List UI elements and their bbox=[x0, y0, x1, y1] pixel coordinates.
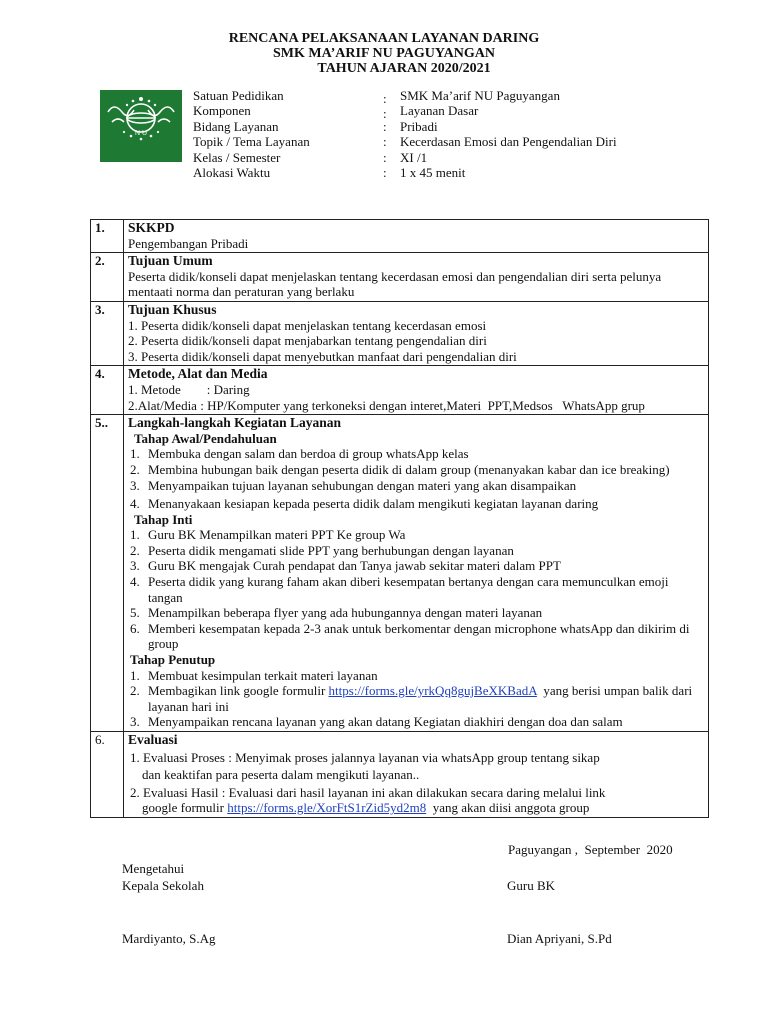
svg-text:N U: N U bbox=[134, 130, 148, 137]
kepala-sekolah-name: Mardiyanto, S.Ag bbox=[122, 931, 216, 946]
section-heading: Tahap Penutup bbox=[130, 652, 216, 668]
item-number: 5. bbox=[130, 605, 140, 621]
item-text: Memberi kesempatan kepada 2-3 anak untuk berkomentar dengan microphone whatsApp dan dikirim di group bbox=[148, 620, 690, 652]
list-item bbox=[128, 714, 704, 730]
item-number: 2. bbox=[130, 461, 140, 477]
penutup-list bbox=[128, 668, 704, 730]
row-text: Pengembangan Pribadi bbox=[128, 235, 249, 251]
row-number: 1. bbox=[91, 220, 124, 253]
item-text: Peserta didik yang kurang faham akan diberi kesempatan bertanya dengan cara memunculkan emoji tangan bbox=[148, 574, 669, 605]
list-item bbox=[128, 558, 704, 574]
info-label: Alokasi Waktu bbox=[193, 164, 271, 180]
info-value: SMK Ma’arif NU Paguyangan bbox=[400, 88, 560, 103]
list-item: 3. Peserta didik/konseli dapat menyebutkan manfaat dari pengendalian diri bbox=[128, 348, 517, 364]
row-text: dan keaktifan para peserta dalam mengikuti layanan.. bbox=[142, 767, 420, 783]
section-heading: Tahap Inti bbox=[134, 511, 193, 527]
item-text: Membuka dengan salam dan berdoa di group whatsApp kelas bbox=[148, 446, 469, 462]
item-text: Menampilkan beberapa flyer yang ada hubungannya dengan materi layanan bbox=[148, 605, 543, 621]
row-number: 3. bbox=[91, 301, 124, 365]
google-form-link[interactable]: https://forms.gle/XorFtS1rZid5yd2m8 bbox=[227, 800, 427, 816]
item-number: 2. bbox=[130, 542, 140, 558]
list-item bbox=[128, 683, 704, 714]
info-value: XI /1 bbox=[400, 149, 428, 165]
section-heading: Tahap Awal/Pendahuluan bbox=[134, 430, 277, 446]
info-colon: : bbox=[383, 91, 387, 106]
school-name: SMK MA’ARIF NU PAGUYANGAN bbox=[272, 46, 496, 61]
mengetahui-label: Mengetahui bbox=[122, 861, 185, 876]
list-item: 2. Peserta didik/konseli dapat menjabarkan tentang pengendalian diri bbox=[128, 333, 487, 349]
info-colon: : bbox=[383, 106, 387, 122]
row-text bbox=[128, 800, 704, 816]
info-value: 1 x 45 menit bbox=[400, 164, 466, 180]
school-year: TAHUN AJARAN 2020/2021 bbox=[317, 61, 491, 76]
list-item bbox=[128, 446, 704, 462]
row-heading: Tujuan Khusus bbox=[128, 301, 217, 317]
item-number: 3. bbox=[130, 558, 140, 574]
table-row bbox=[91, 301, 709, 365]
item-text-part: google formulir bbox=[142, 800, 228, 816]
item-text: Menanyakaan kesiapan kepada peserta didik dalam mengikuti kegiatan layanan daring bbox=[148, 496, 599, 512]
item-number: 1. bbox=[130, 667, 140, 683]
item-number: 2. bbox=[130, 683, 140, 699]
row-heading: Langkah-langkah Kegiatan Layanan bbox=[128, 415, 342, 431]
guru-bk-name: Dian Apriyani, S.Pd bbox=[507, 931, 612, 946]
info-value: Pribadi bbox=[400, 118, 438, 134]
item-number: 4. bbox=[130, 496, 140, 512]
row-number: 5.. bbox=[91, 415, 124, 732]
item-number: 1. bbox=[130, 527, 140, 543]
item-number: 6. bbox=[130, 620, 140, 636]
item-text-part: Membagikan link google formulir bbox=[148, 683, 329, 699]
row-number: 6. bbox=[91, 732, 124, 818]
table-row bbox=[91, 253, 709, 302]
item-text: Menyampaikan tujuan layanan sehubungan dengan materi yang akan disampaikan bbox=[148, 477, 577, 493]
info-value: Kecerdasan Emosi dan Pengendalian Diri bbox=[400, 134, 617, 150]
info-colon: : bbox=[383, 149, 387, 165]
list-item bbox=[128, 527, 704, 543]
place-date: Paguyangan , September 2020 bbox=[508, 842, 673, 857]
row-content bbox=[124, 415, 709, 732]
row-text: 2.Alat/Media : HP/Komputer yang terkoneksi dengan interet,Materi PPT,Medsos WhatsApp grup bbox=[128, 397, 645, 413]
item-text: Peserta didik mengamati slide PPT yang berhubungan dengan layanan bbox=[148, 542, 514, 558]
row-text: Peserta didik/konseli dapat menjelaskan tentang kecerdasan emosi dan pengendalian diri serta pelunya mentaati norma dan peraturan yang berlaku bbox=[128, 268, 662, 300]
info-label: Satuan Pedidikan bbox=[193, 88, 284, 103]
row-heading: SKKPD bbox=[128, 220, 175, 235]
item-text bbox=[148, 683, 704, 714]
table-row bbox=[91, 366, 709, 415]
google-form-link[interactable]: https://forms.gle/yrkQq8gujBeXKBadA bbox=[328, 683, 537, 699]
info-label: Kelas / Semester bbox=[193, 149, 281, 165]
item-text: Membina hubungan baik dengan peserta didik di dalam group (menanyakan kabar dan ice breaking) bbox=[148, 461, 670, 477]
list-item bbox=[128, 462, 704, 478]
row-number: 2. bbox=[91, 253, 124, 302]
row-heading: Evaluasi bbox=[128, 732, 178, 747]
awal-list bbox=[128, 446, 704, 511]
row-content bbox=[124, 366, 709, 415]
info-value: Layanan Dasar bbox=[400, 103, 479, 119]
list-item bbox=[128, 605, 704, 621]
info-colon: : bbox=[383, 134, 387, 150]
row-text: 1. Metode : Daring bbox=[128, 381, 250, 397]
item-text-part: yang berisi umpan balik dari layanan hari ini bbox=[148, 683, 696, 714]
list-item bbox=[128, 478, 704, 494]
info-label: Topik / Tema Layanan bbox=[193, 134, 310, 150]
info-colon: : bbox=[383, 164, 387, 180]
guru-bk-label: Guru BK bbox=[507, 878, 556, 893]
list-item bbox=[128, 543, 704, 559]
row-heading: Metode, Alat dan Media bbox=[128, 366, 268, 382]
kepala-sekolah-label: Kepala Sekolah bbox=[122, 878, 204, 893]
info-colon: : bbox=[383, 118, 387, 134]
row-text: 1. Evaluasi Proses : Menyimak proses jalannya layanan via whatsApp group tentang sikap bbox=[130, 749, 600, 765]
list-item bbox=[128, 574, 704, 605]
row-content bbox=[124, 301, 709, 365]
row-number: 4. bbox=[91, 366, 124, 415]
item-number: 3. bbox=[130, 477, 140, 493]
item-text-part: yang akan diisi anggota group bbox=[426, 800, 590, 816]
info-label: Komponen bbox=[193, 103, 251, 119]
list-item bbox=[128, 668, 704, 684]
item-number: 4. bbox=[130, 574, 140, 590]
plan-table bbox=[90, 219, 709, 818]
table-row bbox=[91, 415, 709, 732]
row-text: 2. Evaluasi Hasil : Evaluasi dari hasil layanan ini akan dilakukan secara daring melalui link bbox=[130, 784, 606, 800]
row-content bbox=[124, 253, 709, 302]
row-content bbox=[124, 732, 709, 818]
item-text: Menyampaikan rencana layanan yang akan datang Kegiatan diakhiri dengan doa dan salam bbox=[148, 714, 623, 730]
item-number: 1. bbox=[130, 446, 140, 462]
inti-list bbox=[128, 527, 704, 652]
item-text: Guru BK Menampilkan materi PPT Ke group Wa bbox=[148, 527, 406, 543]
row-heading: Tujuan Umum bbox=[128, 253, 213, 269]
item-number: 3. bbox=[130, 714, 140, 730]
item-text: Membuat kesimpulan terkait materi layanan bbox=[148, 667, 378, 683]
row-content bbox=[124, 220, 709, 253]
item-text: Guru BK mengajak Curah pendapat dan Tanya jawab sekitar materi dalam PPT bbox=[148, 558, 561, 574]
list-item bbox=[128, 496, 704, 512]
list-item bbox=[128, 621, 704, 652]
table-row bbox=[91, 220, 709, 253]
logo-caption: LP MA'ARIF NU bbox=[100, 151, 182, 163]
list-item: 1. Peserta didik/konseli dapat menjelaskan tentang kecerdasan emosi bbox=[128, 317, 487, 333]
info-label: Bidang Layanan bbox=[193, 118, 279, 134]
table-row bbox=[91, 732, 709, 818]
document-title: RENCANA PELAKSANAAN LAYANAN DARING bbox=[228, 31, 540, 46]
